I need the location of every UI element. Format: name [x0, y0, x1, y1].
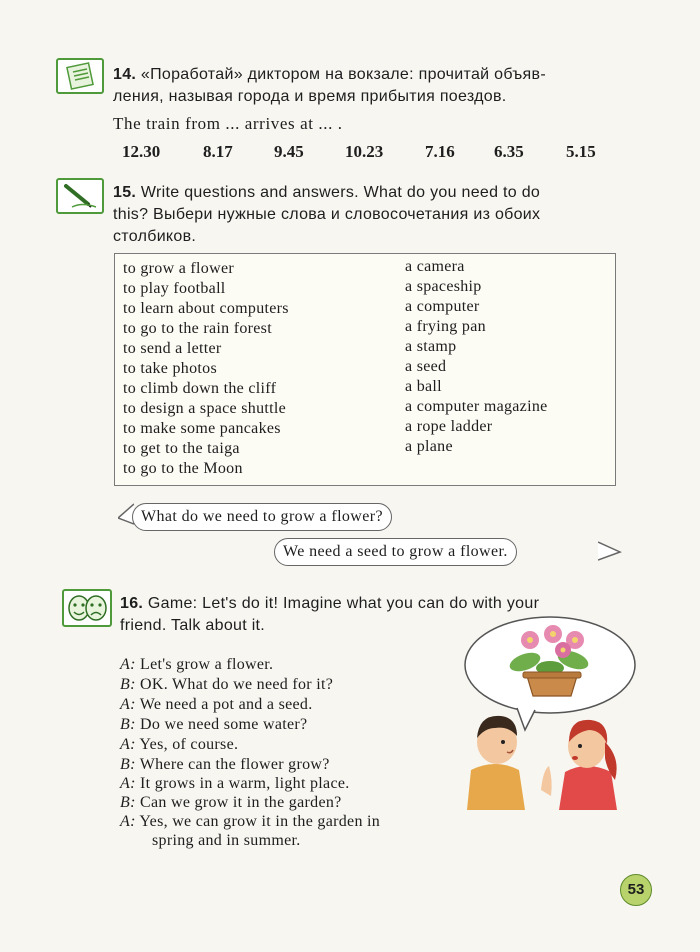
list-item: a rope ladder: [405, 418, 493, 435]
speaker-label: A:: [120, 736, 136, 753]
bubble-tail: [598, 536, 622, 566]
time-value: 10.23: [345, 142, 384, 161]
dialog-text: We need a pot and a seed.: [139, 696, 313, 713]
announcement-template: The train from ... arrives at ... .: [113, 114, 343, 133]
exercise-number: 16.: [120, 595, 144, 612]
dialog-text: Do we need some water?: [140, 716, 308, 733]
instruction-line: «Поработай» диктором на вокзале: прочитай объяв-: [140, 66, 546, 83]
speaker-label: B:: [120, 794, 136, 811]
instruction-line: столбиков.: [113, 228, 197, 245]
time-value: 9.45: [274, 142, 304, 161]
list-item: to grow a flower: [123, 260, 234, 277]
dialog-text: Yes, we can grow it in the garden in: [139, 813, 381, 830]
list-item: to get to the taiga: [123, 440, 240, 457]
question-bubble: What do we need to grow a flower?: [132, 503, 392, 531]
page-number: 53: [620, 874, 652, 906]
dialog-line: [120, 656, 273, 674]
speaker-label: A:: [120, 656, 136, 673]
speaker-label: A:: [120, 696, 136, 713]
dialog-line: [120, 716, 307, 734]
pen-writing-icon: [56, 178, 104, 214]
dialog-line: [120, 775, 350, 793]
instruction-line: Write questions and answers. What do you need to do: [140, 184, 541, 201]
time-value: 12.30: [122, 142, 161, 161]
list-item: a computer magazine: [405, 398, 548, 415]
exercise-14-instructions: [113, 64, 546, 108]
dialog-line: [120, 676, 333, 694]
exercise-number: 14.: [113, 66, 137, 83]
list-item: a camera: [405, 258, 465, 275]
list-item: a seed: [405, 358, 447, 375]
list-item: to make some pancakes: [123, 420, 281, 437]
dialog-text: Can we grow it in the garden?: [140, 794, 342, 811]
dialog-text: spring and in summer.: [152, 832, 301, 849]
list-item: a ball: [405, 378, 442, 395]
time-value: 8.17: [203, 142, 233, 161]
dialog-line: [120, 736, 238, 754]
speaker-label: B:: [120, 756, 136, 773]
list-item: a stamp: [405, 338, 457, 355]
speaker-label: B:: [120, 716, 136, 733]
dialog-line: [152, 832, 301, 850]
dialog-text: Where can the flower grow?: [139, 756, 330, 773]
dialog-text: OK. What do we need for it?: [140, 676, 334, 693]
time-value: 5.15: [566, 142, 596, 161]
dialog-text: Yes, of course.: [139, 736, 239, 753]
instruction-line: Game: Let's do it! Imagine what you can do with your: [147, 595, 540, 612]
theatre-masks-icon: [62, 589, 112, 627]
instruction-line: this? Выбери нужные слова и словосочетания из обоих: [113, 206, 541, 223]
exercise-15-instructions: [113, 182, 540, 248]
dialog-line: [120, 756, 330, 774]
list-item: to design a space shuttle: [123, 400, 287, 417]
dialog-text: Let's grow a flower.: [140, 656, 274, 673]
list-item: to climb down the cliff: [123, 380, 277, 397]
list-item: a spaceship: [405, 278, 482, 295]
dialog-text: It grows in a warm, light place.: [140, 775, 350, 792]
list-item: a frying pan: [405, 318, 486, 335]
speaker-label: B:: [120, 676, 136, 693]
list-item: to learn about computers: [123, 300, 289, 317]
word-box: [114, 253, 616, 486]
speaker-label: A:: [120, 775, 136, 792]
dialog-line: [120, 794, 342, 812]
list-item: to send a letter: [123, 340, 222, 357]
list-item: to play football: [123, 280, 226, 297]
dialog-line: [120, 696, 313, 714]
list-item: a computer: [405, 298, 480, 315]
notebook-icon: [56, 58, 104, 94]
answer-bubble: We need a seed to grow a flower.: [274, 538, 517, 566]
dialog-line: [120, 813, 380, 831]
time-value: 7.16: [425, 142, 455, 161]
list-item: to take photos: [123, 360, 217, 377]
instruction-line: friend. Talk about it.: [120, 617, 266, 634]
arrival-times: [0, 142, 700, 164]
speaker-label: A:: [120, 813, 136, 830]
list-item: to go to the rain forest: [123, 320, 272, 337]
time-value: 6.35: [494, 142, 524, 161]
list-item: a plane: [405, 438, 453, 455]
exercise-number: 15.: [113, 184, 137, 201]
instruction-line: ления, называя города и время прибытия поездов.: [113, 88, 507, 105]
children-talking-illustration: [455, 610, 660, 810]
list-item: to go to the Moon: [123, 460, 243, 477]
